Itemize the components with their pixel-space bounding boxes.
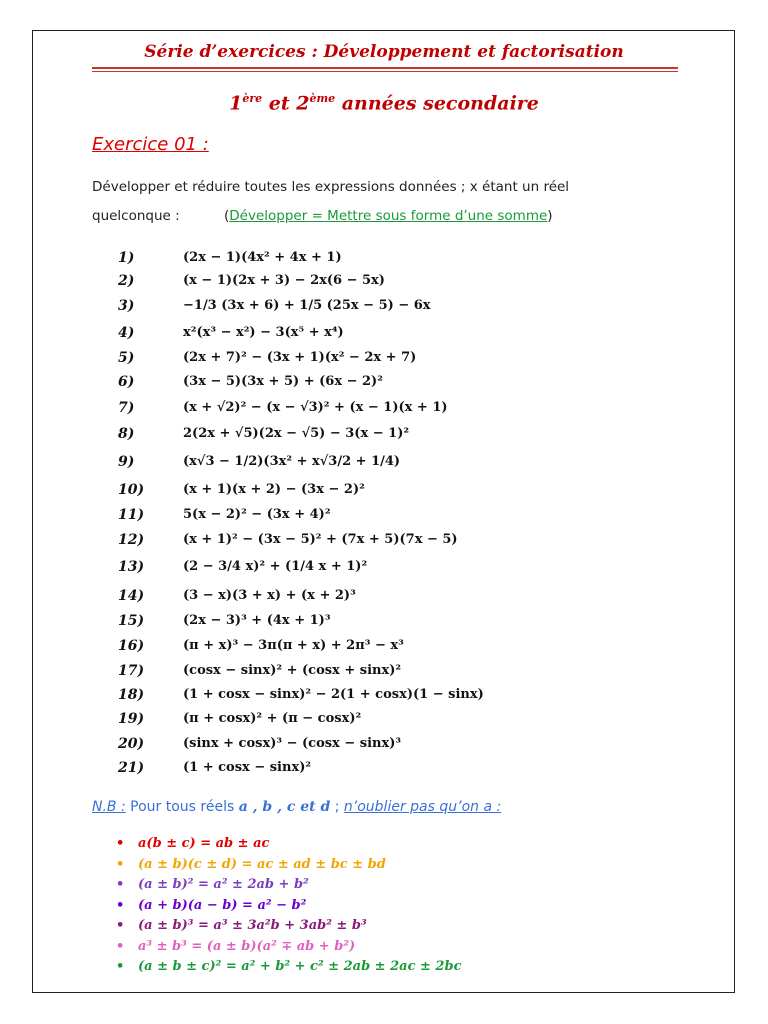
identity-row: [116, 939, 355, 959]
expression-text: (x√3 − 1/2)(3x² + x√3/2 + 1/4): [183, 454, 401, 469]
note: [92, 799, 501, 815]
expression-number: 19): [118, 711, 145, 727]
bullet-icon: •: [116, 938, 125, 954]
subtitle-part-2: et 2: [262, 92, 310, 115]
subtitle-part-1: 1: [229, 92, 243, 115]
hint: (Développer = Mettre sous forme d’une somme): [224, 208, 553, 224]
identity-row: [116, 877, 309, 897]
note-vars: a , b , c et d: [238, 799, 331, 815]
title-underline: [92, 67, 678, 69]
expression-number: 2): [118, 273, 135, 289]
title-underline-thin: [92, 71, 678, 72]
expression-text: (3x − 5)(3x + 5) + (6x − 2)²: [183, 374, 383, 389]
expression-number: 20): [118, 736, 145, 752]
expression-text: (cosx − sinx)² + (cosx + sinx)²: [183, 663, 402, 678]
subtitle-sup-1: ère: [242, 92, 263, 105]
expression-text: (1 + cosx − sinx)² − 2(1 + cosx)(1 − sinx): [183, 687, 484, 702]
expression-text: (π + x)³ − 3π(π + x) + 2π³ − x³: [183, 638, 404, 653]
bullet-icon: •: [116, 877, 125, 892]
identity-row: [116, 836, 269, 856]
identity-row: [116, 959, 461, 979]
expression-text: (x + 1)(x + 2) − (3x − 2)²: [183, 482, 365, 497]
identity-row: [116, 918, 367, 938]
bullet-icon: •: [116, 959, 125, 974]
subtitle-sup-2: ème: [309, 92, 336, 105]
bullet-icon: •: [116, 897, 125, 913]
expression-number: 9): [118, 454, 135, 470]
identity-text: (a ± b)² = a² ± 2ab + b²: [138, 877, 309, 892]
identity-row: [116, 898, 306, 918]
expression-number: 14): [118, 588, 145, 604]
note-sep: ;: [330, 799, 344, 815]
identity-text: (a + b)(a − b) = a² − b²: [138, 897, 307, 913]
exercise-instruction-2: [92, 208, 553, 224]
expression-text: (3 − x)(3 + x) + (x + 2)³: [183, 588, 356, 603]
instruction-continued: quelconque :: [92, 208, 180, 224]
expression-number: 4): [118, 325, 135, 341]
expression-text: 2(2x + √5)(2x − √5) − 3(x − 1)²: [183, 426, 410, 441]
expression-text: (x + √2)² − (x − √3)² + (x − 1)(x + 1): [183, 400, 448, 415]
level-subtitle: [0, 92, 768, 114]
identity-text: (a ± b)(c ± d) = ac ± ad ± bc ± bd: [138, 856, 386, 872]
expression-number: 7): [118, 400, 135, 416]
expression-number: 13): [118, 559, 145, 575]
expression-number: 18): [118, 687, 145, 703]
expression-text: (π + cosx)² + (π − cosx)²: [183, 711, 362, 726]
note-end: n’oublier pas qu’on a :: [343, 799, 502, 815]
expression-text: (2x − 1)(4x² + 4x + 1): [183, 250, 342, 265]
exercise-title: Exercice 01 :: [92, 134, 209, 155]
note-text: Pour tous réels: [125, 799, 239, 815]
bullet-icon: •: [116, 856, 125, 872]
expression-number: 11): [118, 507, 145, 523]
document-title: Série d’exercices : Développement et factorisation: [144, 42, 624, 62]
identity-text: a(b ± c) = ab ± ac: [138, 836, 270, 851]
identity-row: [116, 857, 386, 877]
expression-text: −1/3 (3x + 6) + 1/5 (25x − 5) − 6x: [183, 298, 431, 313]
expression-text: (2 − 3/4 x)² + (1/4 x + 1)²: [183, 559, 368, 574]
expression-number: 21): [118, 760, 145, 776]
subtitle-part-3: années secondaire: [335, 92, 539, 115]
expression-number: 5): [118, 350, 135, 366]
expression-number: 3): [118, 298, 135, 314]
bullet-icon: •: [116, 918, 125, 933]
expression-number: 6): [118, 374, 135, 390]
expression-text: (2x + 7)² − (3x + 1)(x² − 2x + 7): [183, 350, 417, 365]
expression-text: x²(x³ − x²) − 3(x⁵ + x⁴): [183, 325, 344, 340]
identity-text: a³ ± b³ = (a ± b)(a² ∓ ab + b²): [138, 938, 356, 954]
expression-text: (sinx + cosx)³ − (cosx − sinx)³: [183, 736, 402, 751]
expression-number: 10): [118, 482, 145, 498]
expression-text: (2x − 3)³ + (4x + 1)³: [183, 613, 331, 628]
expression-text: (x + 1)² − (3x − 5)² + (7x + 5)(7x − 5): [183, 532, 458, 547]
expression-text: 5(x − 2)² − (3x + 4)²: [183, 507, 331, 522]
expression-number: 12): [118, 532, 145, 548]
identity-text: (a ± b ± c)² = a² + b² + c² ± 2ab ± 2ac ± 2bc: [138, 959, 462, 974]
exercise-instruction: Développer et réduire toutes les expressions données ; x étant un réel: [92, 179, 570, 195]
hint-text: Développer = Mettre sous forme d’une somme: [229, 208, 548, 224]
expression-text: (x − 1)(2x + 3) − 2x(6 − 5x): [183, 273, 385, 288]
identity-text: (a ± b)³ = a³ ± 3a²b + 3ab² ± b³: [138, 918, 367, 933]
expression-number: 17): [118, 663, 145, 679]
expression-number: 16): [118, 638, 145, 654]
note-label: N.B :: [92, 799, 126, 815]
expression-number: 8): [118, 426, 135, 442]
expression-number: 15): [118, 613, 145, 629]
expression-number: 1): [118, 250, 135, 266]
bullet-icon: •: [116, 836, 125, 851]
expression-text: (1 + cosx − sinx)²: [183, 760, 312, 775]
